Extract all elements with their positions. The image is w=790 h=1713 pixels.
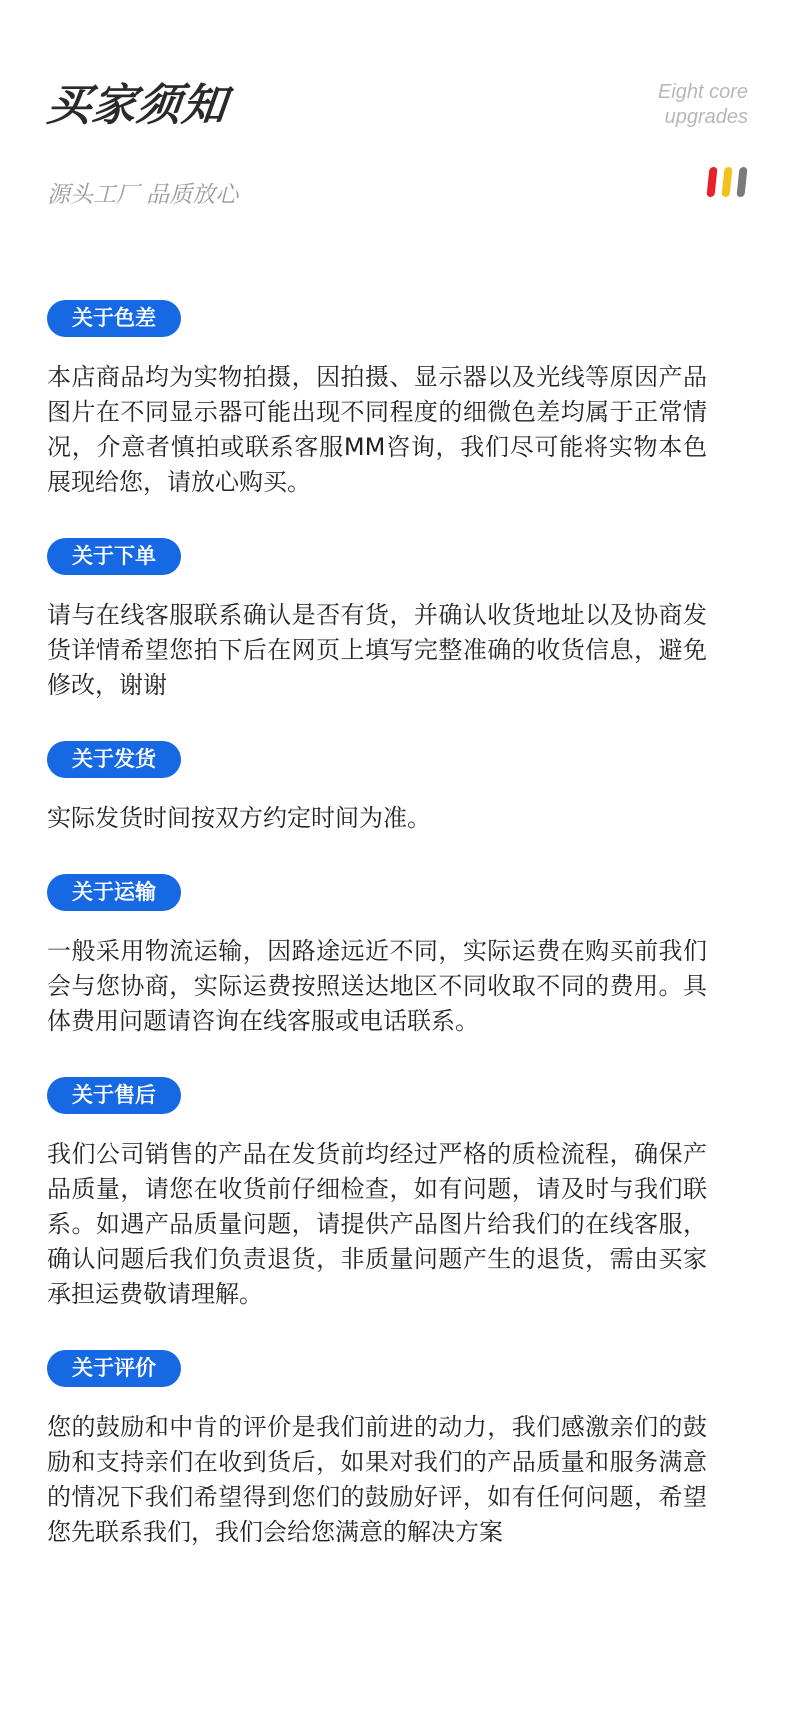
section-ordering — [47, 538, 707, 703]
section-text: 我们公司销售的产品在发货前均经过严格的质检流程，确保产品质量，请您在收货前仔细检查，如有问题，请及时与我们联系。如遇产品质量问题，请提供产品图片给我们的在线客服，确认问题后我们负责退货，非质量问题产生的退货，需由买家承担运费敬请理解。 — [47, 1140, 707, 1308]
section-transport — [47, 874, 707, 1039]
section-tag: 关于发货 — [47, 741, 181, 778]
section-tag: 关于售后 — [47, 1077, 181, 1114]
red-bar — [706, 167, 717, 197]
section-text: 本店商品均为实物拍摄，因拍摄、显示器以及光线等原因产品图片在不同显示器可能出现不同程度的细微色差均属于正常情况，介意者慎拍或联系客服MM咨询，我们尽可能将实物本色展现给您，请放心购买。 — [47, 363, 707, 496]
yellow-bar — [721, 167, 732, 197]
section-tag: 关于运输 — [47, 874, 181, 911]
section-text: 您的鼓励和中肯的评价是我们前进的动力，我们感激亲们的鼓励和支持亲们在收到货后，如果对我们的产品质量和服务满意的情况下我们希望得到您们的鼓励好评，如有任何问题，希望您先联系我们，我们会给您满意的解决方案 — [47, 1413, 707, 1546]
page-header — [0, 0, 790, 240]
section-text: 一般采用物流运输，因路途远近不同，实际运费在购买前我们会与您协商，实际运费按照送达地区不同收取不同的费用。具体费用问题请咨询在线客服或电话联系。 — [47, 937, 707, 1035]
english-caption: Eight core upgrades — [657, 81, 748, 128]
gray-bar — [736, 167, 747, 197]
section-color-difference — [47, 300, 707, 500]
page-subtitle: 源头工厂 品质放心 — [47, 182, 239, 208]
page-title: 买家须知 — [44, 80, 230, 131]
section-tag: 关于评价 — [47, 1350, 181, 1387]
section-after-sales — [47, 1077, 707, 1312]
section-shipping — [47, 741, 707, 836]
section-reviews — [47, 1350, 707, 1550]
section-text: 请与在线客服联系确认是否有货，并确认收货地址以及协商发货详情希望您拍下后在网页上填写完整准确的收货信息，避免修改，谢谢 — [47, 601, 707, 699]
section-tag: 关于色差 — [47, 300, 181, 337]
section-text: 实际发货时间按双方约定时间为准。 — [47, 804, 431, 832]
notice-list — [47, 300, 707, 1588]
section-tag: 关于下单 — [47, 538, 181, 575]
decorative-color-bars — [708, 167, 748, 197]
